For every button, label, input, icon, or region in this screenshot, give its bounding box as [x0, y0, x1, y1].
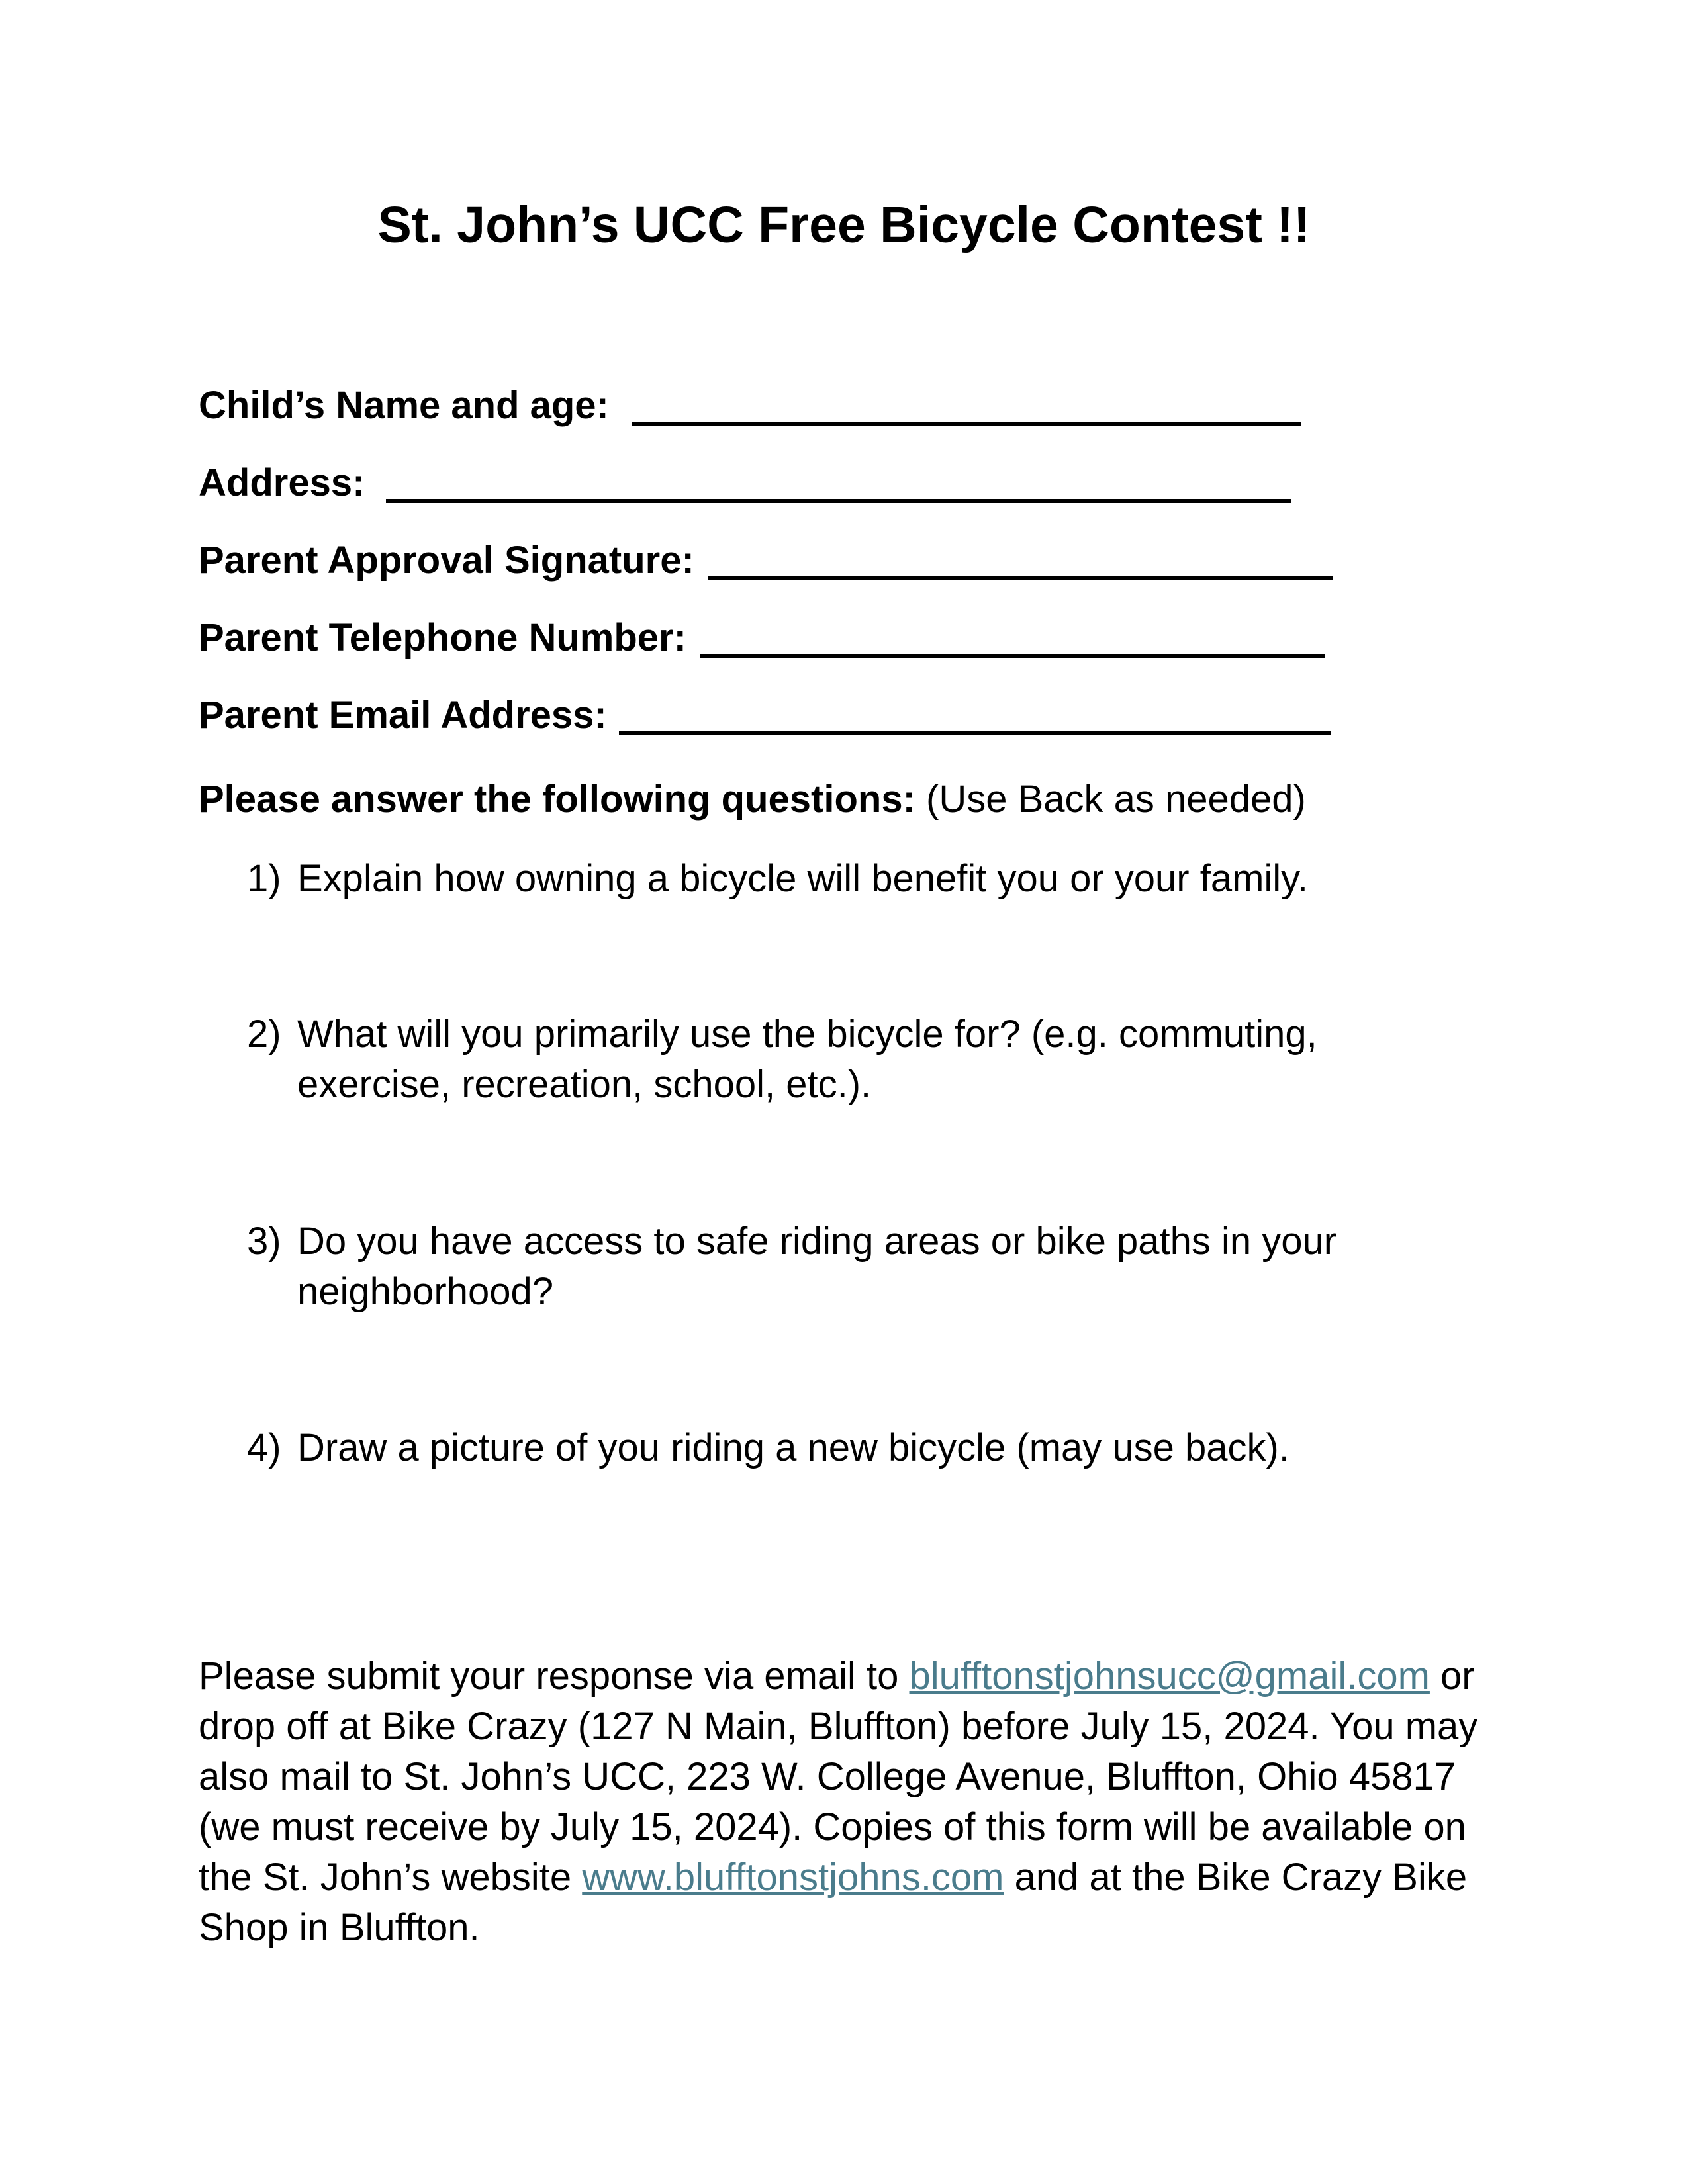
- footer-text-1: Please submit your response via email to: [199, 1655, 910, 1698]
- parent-telephone-label: Parent Telephone Number:: [199, 616, 686, 659]
- question-text: Draw a picture of you riding a new bicycle (may use back).: [297, 1426, 1289, 1469]
- question-2: [247, 1009, 1405, 1110]
- question-text: Do you have access to safe riding areas or bike paths in your neighborhood?: [297, 1220, 1337, 1313]
- email-link[interactable]: blufftonstjohnsucc@gmail.com: [909, 1655, 1430, 1698]
- submission-instructions: [199, 1651, 1516, 1953]
- child-name-label: Child’s Name and age:: [199, 384, 609, 427]
- page-title: St. John’s UCC Free Bicycle Contest !!: [377, 197, 1311, 253]
- parent-email-input-line[interactable]: [619, 731, 1331, 735]
- parent-email-label: Parent Email Address:: [199, 694, 607, 737]
- parent-signature-label: Parent Approval Signature:: [199, 539, 694, 582]
- parent-telephone-field: [199, 612, 686, 664]
- child-name-input-line[interactable]: [632, 422, 1301, 426]
- instructions: [199, 773, 1306, 826]
- parent-telephone-input-line[interactable]: [700, 654, 1325, 658]
- address-field: [199, 457, 365, 510]
- address-label: Address:: [199, 461, 365, 504]
- question-1: [247, 854, 1405, 904]
- parent-signature-input-line[interactable]: [708, 576, 1333, 580]
- instructions-note: (Use Back as needed): [915, 778, 1306, 821]
- question-text: What will you primarily use the bicycle for? (e.g. commuting, exercise, recreation, school, etc.).: [297, 1013, 1317, 1106]
- question-number: 2): [247, 1013, 281, 1056]
- question-3: [247, 1216, 1405, 1317]
- instructions-bold: Please answer the following questions:: [199, 778, 915, 821]
- question-number: 1): [247, 857, 281, 900]
- question-text: Explain how owning a bicycle will benefit you or your family.: [297, 857, 1308, 900]
- question-number: 3): [247, 1220, 281, 1263]
- footer-text-3: and at the Bike Crazy Bike Shop in Bluffton.: [199, 1856, 1468, 1949]
- parent-email-field: [199, 689, 607, 742]
- child-name-field: [199, 379, 609, 432]
- parent-signature-field: [199, 534, 694, 587]
- footer-text-2: or drop off at Bike Crazy (127 N Main, Bluffton) before July 15, 2024. You may also mail to St. John’s UCC, 223 W. College Avenue, Bluffton, Ohio 45817 (we must receive by July 15, 2024). Copies of this form will be available on the St. John’s website: [199, 1655, 1478, 1899]
- question-number: 4): [247, 1426, 281, 1469]
- question-4: [247, 1423, 1405, 1473]
- website-link[interactable]: www.blufftonstjohns.com: [582, 1856, 1004, 1899]
- address-input-line[interactable]: [386, 499, 1291, 503]
